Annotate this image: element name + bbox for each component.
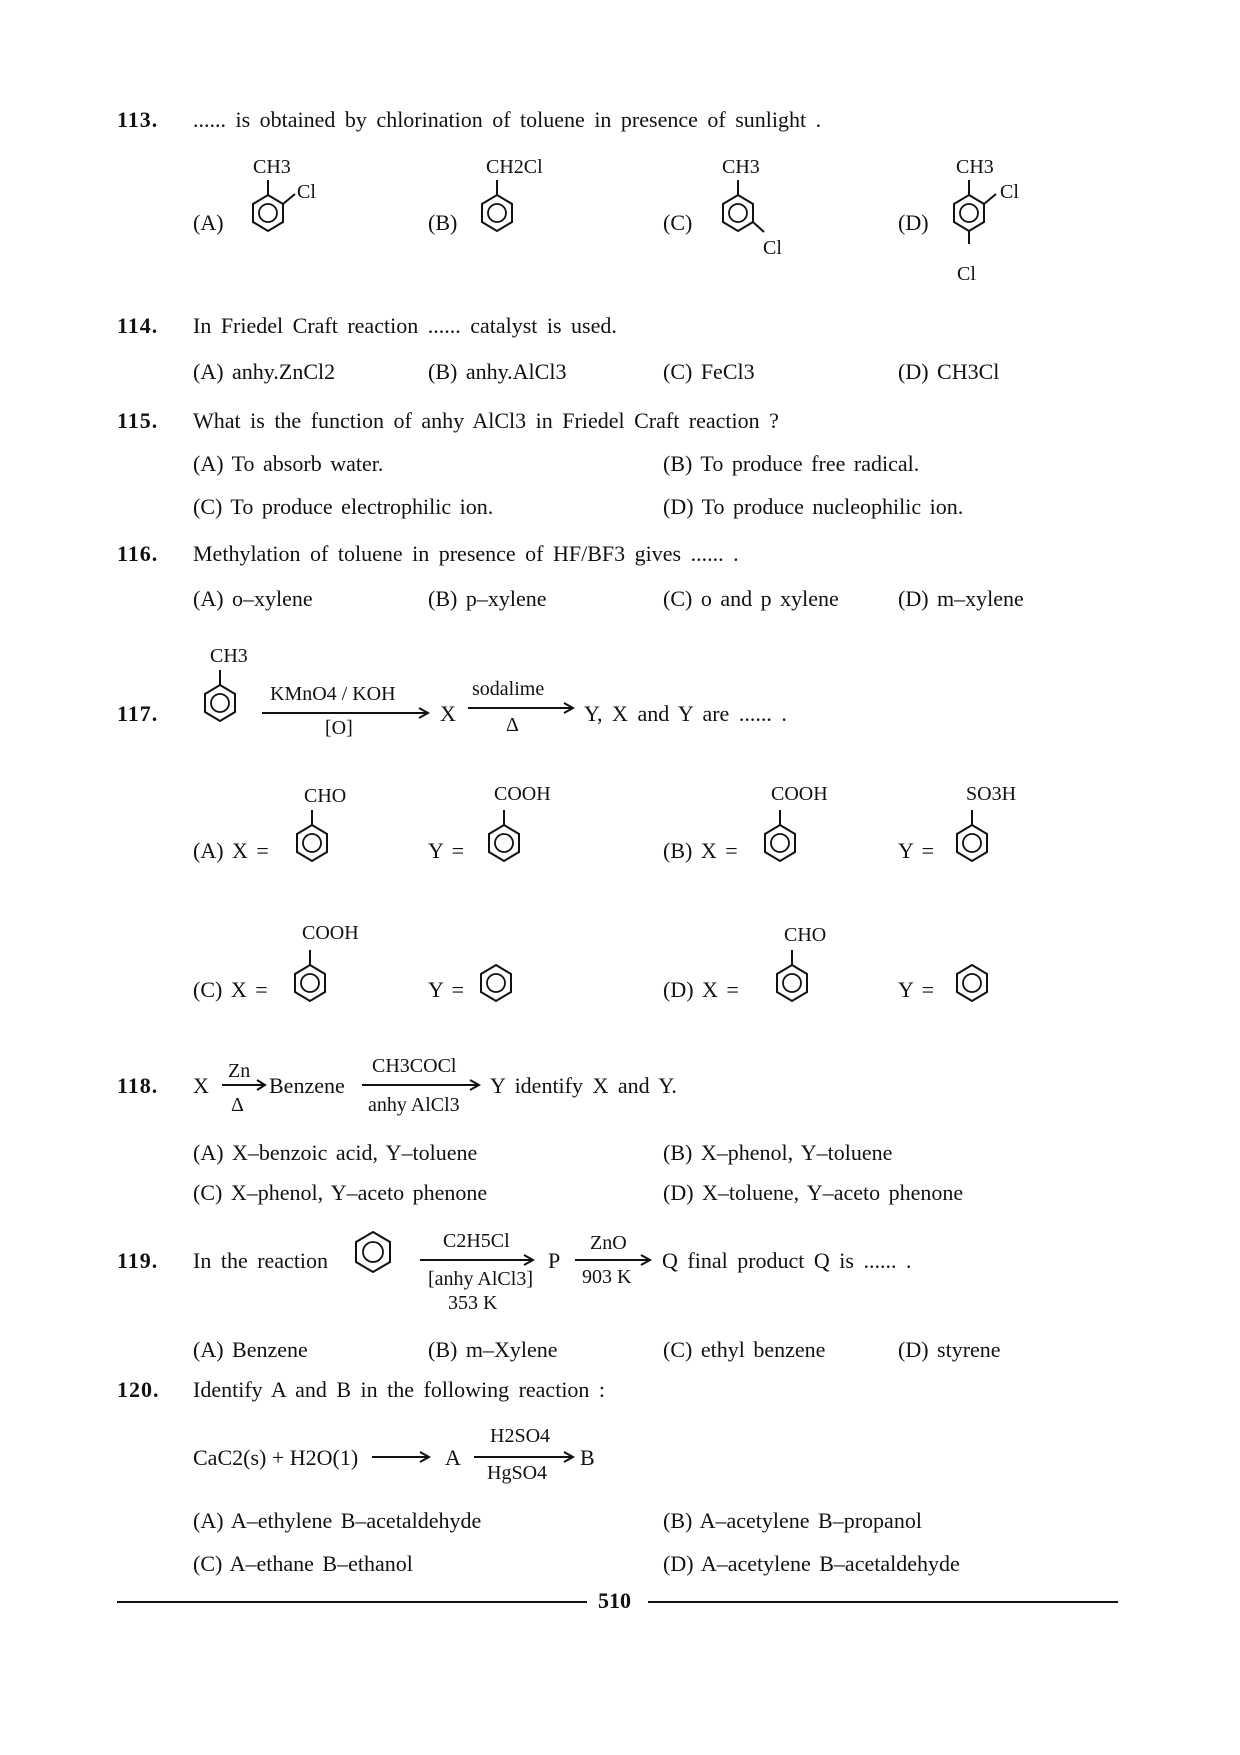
q117-c-y-structure xyxy=(466,920,536,1030)
q113-option-b-label: (B) xyxy=(428,210,458,235)
q118-arrow2-top: CH3COCl xyxy=(372,1055,457,1077)
q120-b: B xyxy=(580,1445,595,1470)
q118-arrow2-bottom: anhy AlCl3 xyxy=(368,1094,460,1116)
q113-d-cl-para: Cl xyxy=(957,263,976,285)
q120-arrow2-top: H2SO4 xyxy=(490,1425,551,1447)
q117-option-c-label: (C) X = xyxy=(193,977,268,1002)
q114-option-d: (D) CH3Cl xyxy=(898,359,1000,384)
q120-option-c: (C) A–ethane B–ethanol xyxy=(193,1551,413,1576)
q119-option-b: (B) m–Xylene xyxy=(428,1337,558,1362)
footer-rule-right xyxy=(648,1601,1118,1603)
q114-option-a: (A) anhy.ZnCl2 xyxy=(193,359,336,384)
q114-option-c: (C) FeCl3 xyxy=(663,359,755,384)
q117-c-y-label: Y = xyxy=(428,977,464,1002)
q114-option-b: (B) anhy.AlCl3 xyxy=(428,359,567,384)
q117-reagent1-bottom: [O] xyxy=(325,717,353,739)
q116-text: Methylation of toluene in presence of HF/BF3 gives ...... . xyxy=(193,541,739,566)
benzene-ring-icon xyxy=(942,920,1012,1030)
q113-number: 113. xyxy=(117,107,159,132)
q114-text: In Friedel Craft reaction ...... catalyst is used. xyxy=(193,313,617,338)
q119-arrow2-bottom: 903 K xyxy=(582,1266,632,1288)
q116-number: 116. xyxy=(117,541,159,566)
q119-tail-text: Q final product Q is ...... . xyxy=(662,1248,912,1273)
q117-reagent2-top: sodalime xyxy=(472,678,545,700)
q120-text: Identify A and B in the following reaction : xyxy=(193,1377,606,1402)
q115-option-d: (D) To produce nucleophilic ion. xyxy=(663,494,964,519)
q117-d-y-label: Y = xyxy=(898,977,934,1002)
benzene-ring-icon xyxy=(345,1226,405,1286)
q117-a-x-cho: CHO xyxy=(304,785,347,807)
q118-arrow2-icon xyxy=(362,1078,484,1092)
q117-a-y-label: Y = xyxy=(428,838,464,863)
q118-option-c: (C) X–phenol, Y–aceto phenone xyxy=(193,1180,488,1205)
q118-arrow1-bottom: Δ xyxy=(231,1094,244,1116)
q113-c-cl: Cl xyxy=(763,237,782,259)
q119-arrow2-top: ZnO xyxy=(590,1232,627,1254)
q120-arrow2-bottom: HgSO4 xyxy=(487,1462,548,1484)
q117-start-ch3: CH3 xyxy=(210,645,248,667)
q117-reagent1-top: KMnO4 / KOH xyxy=(270,683,396,705)
q117-option-d-label: (D) X = xyxy=(663,977,739,1002)
q115-number: 115. xyxy=(117,408,159,433)
q119-option-c: (C) ethyl benzene xyxy=(663,1337,826,1362)
q119-lead-text: In the reaction xyxy=(193,1248,329,1273)
q119-arrow1-bottom: [anhy AlCl3] xyxy=(428,1268,533,1290)
q115-text: What is the function of anhy AlCl3 in Friedel Craft reaction ? xyxy=(193,408,779,433)
q118-option-d: (D) X–toluene, Y–aceto phenone xyxy=(663,1180,964,1205)
q116-option-a: (A) o–xylene xyxy=(193,586,313,611)
q113-a-cl: Cl xyxy=(297,181,316,203)
footer-rule-left xyxy=(117,1601,587,1603)
q116-option-c: (C) o and p xylene xyxy=(663,586,839,611)
q113-d-cl-ortho: Cl xyxy=(1000,181,1019,203)
q117-option-a-label: (A) X = xyxy=(193,838,269,863)
q118-option-b: (B) X–phenol, Y–toluene xyxy=(663,1140,893,1165)
q117-number: 117. xyxy=(117,701,159,726)
q117-x: X xyxy=(440,701,456,726)
q118-option-a: (A) X–benzoic acid, Y–toluene xyxy=(193,1140,478,1165)
q120-option-d: (D) A–acetylene B–acetaldehyde xyxy=(663,1551,960,1576)
q120-arrow1-icon xyxy=(372,1450,434,1464)
q117-arrow2-icon xyxy=(468,701,578,715)
q115-option-a: (A) To absorb water. xyxy=(193,451,384,476)
q119-arrow2-icon xyxy=(575,1253,655,1267)
q120-reactants: CaC2(s) + H2O(1) xyxy=(193,1445,359,1470)
q113-c-ch3: CH3 xyxy=(722,156,760,178)
q117-b-y-so3h: SO3H xyxy=(966,783,1017,805)
q117-c-x-cooh: COOH xyxy=(302,922,359,944)
q118-benzene-text: Benzene xyxy=(269,1073,345,1098)
q119-arrow1-bottom-temp: 353 K xyxy=(448,1292,498,1314)
q119-arrow1-icon xyxy=(420,1253,538,1267)
q119-benzene-structure xyxy=(345,1226,405,1286)
benzene-ring-icon xyxy=(466,920,536,1030)
q117-d-x-cho: CHO xyxy=(784,924,827,946)
q113-d-ch3: CH3 xyxy=(956,156,994,178)
q116-option-d: (D) m–xylene xyxy=(898,586,1024,611)
q120-option-a: (A) A–ethylene B–acetaldehyde xyxy=(193,1508,482,1533)
q119-p: P xyxy=(548,1248,561,1273)
q113-a-ch3: CH3 xyxy=(253,156,291,178)
q119-arrow1-top: C2H5Cl xyxy=(443,1230,510,1252)
q120-option-b: (B) A–acetylene B–propanol xyxy=(663,1508,922,1533)
q114-number: 114. xyxy=(117,313,159,338)
q118-x: X xyxy=(193,1073,209,1098)
q117-b-x-cooh: COOH xyxy=(771,783,828,805)
q115-option-b: (B) To produce free radical. xyxy=(663,451,920,476)
q113-option-c-label: (C) xyxy=(663,210,693,235)
q116-option-b: (B) p–xylene xyxy=(428,586,547,611)
q117-d-y-structure xyxy=(942,920,1012,1030)
q115-option-c: (C) To produce electrophilic ion. xyxy=(193,494,494,519)
q113-option-d-label: (D) xyxy=(898,210,929,235)
q120-number: 120. xyxy=(117,1377,160,1402)
q117-option-b-label: (B) X = xyxy=(663,838,738,863)
q120-a: A xyxy=(445,1445,461,1470)
q117-b-y-label: Y = xyxy=(898,838,934,863)
q119-option-a: (A) Benzene xyxy=(193,1337,308,1362)
q118-arrow1-icon xyxy=(222,1078,270,1092)
q119-number: 119. xyxy=(117,1248,159,1273)
page-number: 510 xyxy=(598,1588,631,1613)
q113-text: ...... is obtained by chlorination of toluene in presence of sunlight . xyxy=(193,107,822,132)
q118-arrow1-top: Zn xyxy=(228,1060,251,1082)
q119-option-d: (D) styrene xyxy=(898,1337,1001,1362)
q113-option-a-label: (A) xyxy=(193,210,224,235)
q113-b-ch2cl: CH2Cl xyxy=(486,156,543,178)
q117-reagent2-bottom: Δ xyxy=(506,714,519,736)
q117-tail-text: Y, X and Y are ...... . xyxy=(584,701,787,726)
q117-a-y-cooh: COOH xyxy=(494,783,551,805)
q118-number: 118. xyxy=(117,1073,159,1098)
q118-tail-text: Y identify X and Y. xyxy=(490,1073,677,1098)
